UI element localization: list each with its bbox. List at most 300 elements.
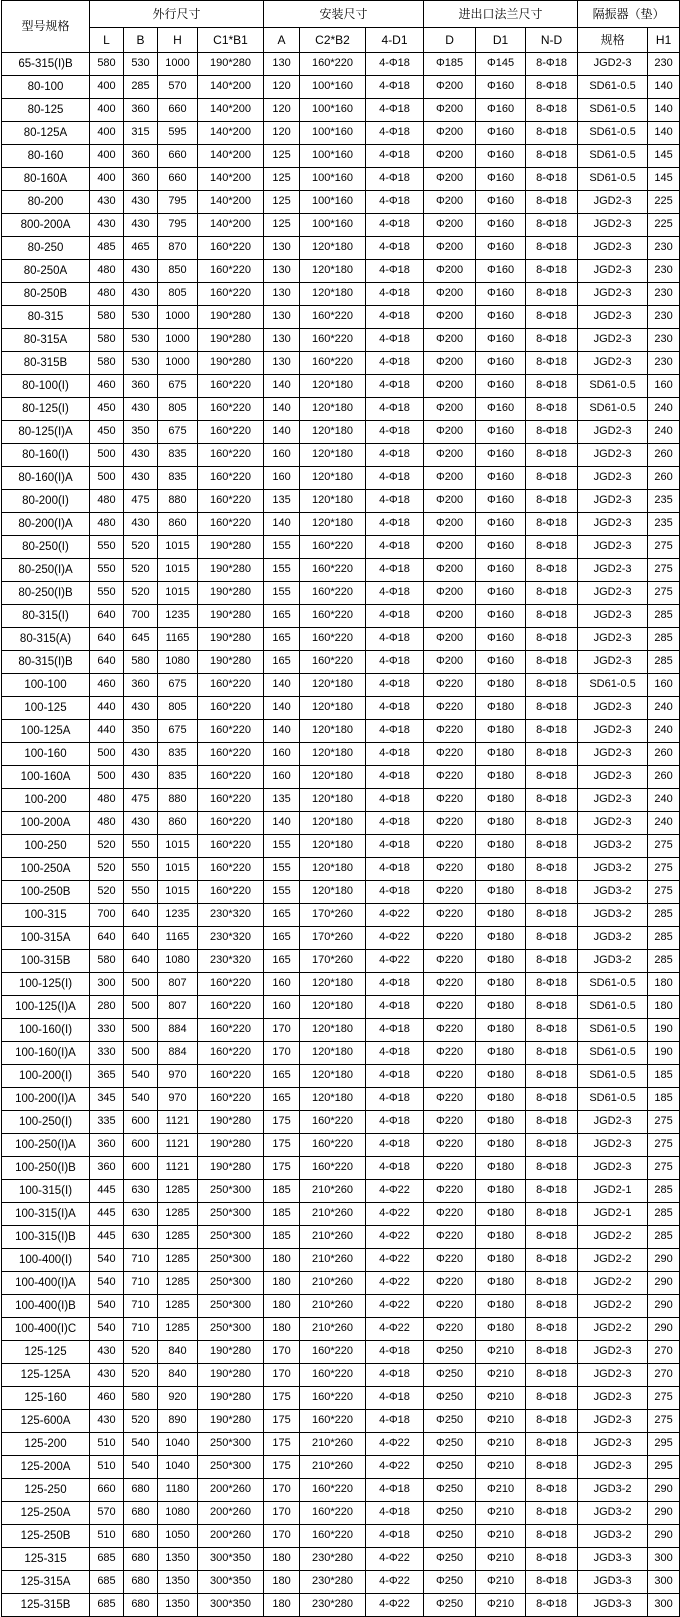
cell-4-D1: 4-Φ18 [366, 1341, 424, 1364]
cell-L: 430 [90, 214, 124, 237]
table-row [2, 306, 680, 329]
cell-L: 445 [90, 1226, 124, 1249]
cell-C1*B1: 160*220 [198, 996, 264, 1019]
cell-A: 175 [264, 1134, 300, 1157]
cell-D1: Φ160 [476, 421, 526, 444]
header-a: A [264, 28, 300, 53]
cell-D: Φ250 [424, 1525, 476, 1548]
cell-C1*B1: 160*220 [198, 490, 264, 513]
cell-A: 140 [264, 812, 300, 835]
cell-H1: 285 [648, 1180, 680, 1203]
cell-H: 835 [158, 444, 198, 467]
cell-C1*B1: 160*220 [198, 467, 264, 490]
cell-规格: SD61-0.5 [578, 122, 648, 145]
cell-N-D: 8-Φ18 [526, 973, 578, 996]
cell-D: Φ220 [424, 858, 476, 881]
cell-D1: Φ160 [476, 237, 526, 260]
cell-L: 580 [90, 329, 124, 352]
cell-D1: Φ210 [476, 1341, 526, 1364]
cell-A: 170 [264, 1341, 300, 1364]
cell-4-D1: 4-Φ18 [366, 766, 424, 789]
cell-model: 100-125 [2, 697, 90, 720]
cell-D1: Φ180 [476, 1203, 526, 1226]
cell-规格: JGD2-3 [578, 1387, 648, 1410]
cell-A: 130 [264, 260, 300, 283]
cell-A: 130 [264, 283, 300, 306]
cell-L: 445 [90, 1203, 124, 1226]
cell-H: 970 [158, 1088, 198, 1111]
table-row [2, 122, 680, 145]
cell-B: 530 [124, 329, 158, 352]
cell-4-D1: 4-Φ22 [366, 1272, 424, 1295]
header-h1: H1 [648, 28, 680, 53]
cell-C2*B2: 120*180 [300, 421, 366, 444]
cell-B: 360 [124, 674, 158, 697]
cell-C1*B1: 140*200 [198, 76, 264, 99]
cell-N-D: 8-Φ18 [526, 1387, 578, 1410]
cell-D: Φ220 [424, 743, 476, 766]
cell-D1: Φ180 [476, 950, 526, 973]
cell-C2*B2: 120*180 [300, 444, 366, 467]
cell-C1*B1: 160*220 [198, 1065, 264, 1088]
cell-规格: JGD2-3 [578, 352, 648, 375]
cell-规格: SD61-0.5 [578, 674, 648, 697]
cell-A: 180 [264, 1571, 300, 1594]
cell-A: 180 [264, 1295, 300, 1318]
cell-D1: Φ160 [476, 628, 526, 651]
cell-4-D1: 4-Φ18 [366, 651, 424, 674]
cell-4-D1: 4-Φ22 [366, 1433, 424, 1456]
cell-H1: 290 [648, 1502, 680, 1525]
cell-L: 360 [90, 1157, 124, 1180]
cell-C1*B1: 200*260 [198, 1525, 264, 1548]
cell-B: 360 [124, 99, 158, 122]
cell-L: 400 [90, 76, 124, 99]
cell-C2*B2: 210*260 [300, 1272, 366, 1295]
table-row [2, 467, 680, 490]
cell-L: 365 [90, 1065, 124, 1088]
cell-A: 165 [264, 950, 300, 973]
cell-B: 630 [124, 1180, 158, 1203]
cell-L: 460 [90, 1387, 124, 1410]
cell-H1: 260 [648, 467, 680, 490]
cell-B: 430 [124, 766, 158, 789]
table-row [2, 536, 680, 559]
cell-N-D: 8-Φ18 [526, 1111, 578, 1134]
cell-H1: 225 [648, 214, 680, 237]
cell-D: Φ220 [424, 1249, 476, 1272]
cell-A: 120 [264, 99, 300, 122]
cell-规格: JGD2-2 [578, 1226, 648, 1249]
cell-规格: JGD3-3 [578, 1594, 648, 1617]
cell-规格: JGD3-3 [578, 1548, 648, 1571]
table-row [2, 398, 680, 421]
cell-C1*B1: 250*300 [198, 1295, 264, 1318]
cell-C2*B2: 100*160 [300, 76, 366, 99]
cell-A: 125 [264, 191, 300, 214]
cell-model: 80-160 [2, 145, 90, 168]
cell-D: Φ200 [424, 260, 476, 283]
table-row [2, 1065, 680, 1088]
table-row [2, 743, 680, 766]
cell-H: 1000 [158, 352, 198, 375]
cell-H: 1165 [158, 927, 198, 950]
cell-H1: 275 [648, 582, 680, 605]
cell-model: 100-250(I)B [2, 1157, 90, 1180]
cell-C1*B1: 160*220 [198, 260, 264, 283]
table-row [2, 237, 680, 260]
cell-4-D1: 4-Φ18 [366, 76, 424, 99]
cell-H1: 290 [648, 1318, 680, 1341]
cell-H: 1000 [158, 329, 198, 352]
cell-A: 140 [264, 674, 300, 697]
cell-L: 550 [90, 536, 124, 559]
cell-B: 630 [124, 1203, 158, 1226]
cell-L: 430 [90, 1341, 124, 1364]
table-row [2, 1111, 680, 1134]
table-body [2, 53, 680, 1617]
cell-H1: 275 [648, 881, 680, 904]
cell-4-D1: 4-Φ18 [366, 697, 424, 720]
cell-H: 860 [158, 513, 198, 536]
cell-4-D1: 4-Φ18 [366, 536, 424, 559]
cell-N-D: 8-Φ18 [526, 1456, 578, 1479]
cell-4-D1: 4-Φ18 [366, 352, 424, 375]
cell-C1*B1: 190*280 [198, 582, 264, 605]
cell-H1: 285 [648, 927, 680, 950]
cell-C2*B2: 120*180 [300, 1088, 366, 1111]
cell-H: 835 [158, 743, 198, 766]
cell-规格: JGD2-3 [578, 490, 648, 513]
cell-规格: SD61-0.5 [578, 973, 648, 996]
cell-N-D: 8-Φ18 [526, 122, 578, 145]
cell-H: 884 [158, 1019, 198, 1042]
cell-model: 80-250(I)A [2, 559, 90, 582]
cell-A: 125 [264, 214, 300, 237]
cell-4-D1: 4-Φ18 [366, 605, 424, 628]
table-row [2, 53, 680, 76]
cell-D1: Φ180 [476, 973, 526, 996]
cell-model: 65-315(I)B [2, 53, 90, 76]
table-row [2, 1410, 680, 1433]
cell-A: 175 [264, 1456, 300, 1479]
cell-B: 430 [124, 513, 158, 536]
cell-H1: 270 [648, 1364, 680, 1387]
cell-N-D: 8-Φ18 [526, 1548, 578, 1571]
cell-C2*B2: 120*180 [300, 375, 366, 398]
cell-C1*B1: 250*300 [198, 1180, 264, 1203]
cell-H: 1015 [158, 835, 198, 858]
cell-A: 135 [264, 490, 300, 513]
cell-A: 120 [264, 76, 300, 99]
cell-N-D: 8-Φ18 [526, 191, 578, 214]
cell-H1: 240 [648, 697, 680, 720]
cell-H1: 300 [648, 1594, 680, 1617]
table-row [2, 720, 680, 743]
cell-D: Φ250 [424, 1502, 476, 1525]
cell-C2*B2: 210*260 [300, 1456, 366, 1479]
cell-H: 795 [158, 191, 198, 214]
cell-规格: JGD2-3 [578, 789, 648, 812]
cell-D: Φ220 [424, 1042, 476, 1065]
cell-H1: 230 [648, 53, 680, 76]
cell-A: 140 [264, 421, 300, 444]
cell-4-D1: 4-Φ18 [366, 1157, 424, 1180]
cell-4-D1: 4-Φ18 [366, 559, 424, 582]
cell-C2*B2: 170*260 [300, 927, 366, 950]
cell-B: 430 [124, 398, 158, 421]
cell-4-D1: 4-Φ18 [366, 1502, 424, 1525]
cell-D: Φ200 [424, 352, 476, 375]
cell-C2*B2: 170*260 [300, 950, 366, 973]
cell-B: 430 [124, 214, 158, 237]
cell-N-D: 8-Φ18 [526, 697, 578, 720]
cell-C2*B2: 120*180 [300, 490, 366, 513]
cell-C2*B2: 160*220 [300, 1525, 366, 1548]
cell-B: 540 [124, 1088, 158, 1111]
cell-D: Φ220 [424, 1318, 476, 1341]
cell-规格: JGD3-3 [578, 1571, 648, 1594]
cell-N-D: 8-Φ18 [526, 927, 578, 950]
table-row [2, 1042, 680, 1065]
cell-D1: Φ180 [476, 1065, 526, 1088]
cell-B: 580 [124, 1387, 158, 1410]
cell-H1: 275 [648, 835, 680, 858]
cell-D1: Φ180 [476, 1157, 526, 1180]
cell-D1: Φ210 [476, 1525, 526, 1548]
cell-4-D1: 4-Φ18 [366, 1042, 424, 1065]
cell-H1: 230 [648, 237, 680, 260]
cell-C1*B1: 230*320 [198, 927, 264, 950]
cell-model: 100-250A [2, 858, 90, 881]
cell-A: 140 [264, 398, 300, 421]
table-row [2, 1249, 680, 1272]
cell-D1: Φ180 [476, 1042, 526, 1065]
cell-model: 100-250(I)A [2, 1134, 90, 1157]
cell-model: 800-200A [2, 214, 90, 237]
cell-N-D: 8-Φ18 [526, 1295, 578, 1318]
cell-N-D: 8-Φ18 [526, 1249, 578, 1272]
cell-C1*B1: 190*280 [198, 352, 264, 375]
cell-L: 580 [90, 306, 124, 329]
cell-规格: JGD2-3 [578, 237, 648, 260]
cell-H1: 240 [648, 421, 680, 444]
cell-4-D1: 4-Φ18 [366, 996, 424, 1019]
cell-N-D: 8-Φ18 [526, 1157, 578, 1180]
table-row [2, 329, 680, 352]
cell-C2*B2: 210*260 [300, 1180, 366, 1203]
cell-L: 580 [90, 53, 124, 76]
cell-规格: JGD3-2 [578, 927, 648, 950]
cell-4-D1: 4-Φ18 [366, 1387, 424, 1410]
cell-B: 520 [124, 1410, 158, 1433]
cell-C2*B2: 160*220 [300, 1157, 366, 1180]
table-row [2, 1318, 680, 1341]
header-b: B [124, 28, 158, 53]
cell-L: 640 [90, 927, 124, 950]
cell-model: 80-125 [2, 99, 90, 122]
cell-H: 805 [158, 697, 198, 720]
cell-B: 520 [124, 1341, 158, 1364]
cell-C1*B1: 160*220 [198, 674, 264, 697]
cell-C1*B1: 190*280 [198, 536, 264, 559]
table-row [2, 444, 680, 467]
cell-C2*B2: 120*180 [300, 1042, 366, 1065]
cell-N-D: 8-Φ18 [526, 329, 578, 352]
cell-model: 80-250 [2, 237, 90, 260]
cell-H1: 140 [648, 99, 680, 122]
cell-N-D: 8-Φ18 [526, 53, 578, 76]
cell-N-D: 8-Φ18 [526, 513, 578, 536]
cell-D1: Φ160 [476, 375, 526, 398]
cell-C2*B2: 120*180 [300, 398, 366, 421]
cell-C1*B1: 200*260 [198, 1479, 264, 1502]
cell-model: 100-160(I)A [2, 1042, 90, 1065]
table-row [2, 1295, 680, 1318]
cell-model: 80-160A [2, 168, 90, 191]
cell-L: 445 [90, 1180, 124, 1203]
cell-B: 350 [124, 720, 158, 743]
cell-D: Φ220 [424, 697, 476, 720]
cell-D1: Φ160 [476, 605, 526, 628]
cell-H1: 185 [648, 1065, 680, 1088]
table-row [2, 812, 680, 835]
table-head [2, 1, 680, 53]
cell-C1*B1: 250*300 [198, 1433, 264, 1456]
cell-model: 125-250A [2, 1502, 90, 1525]
cell-C2*B2: 210*260 [300, 1295, 366, 1318]
cell-A: 160 [264, 444, 300, 467]
cell-C2*B2: 120*180 [300, 674, 366, 697]
cell-D: Φ220 [424, 950, 476, 973]
cell-H: 1040 [158, 1456, 198, 1479]
cell-model: 100-125(I) [2, 973, 90, 996]
cell-H: 1080 [158, 651, 198, 674]
cell-B: 315 [124, 122, 158, 145]
cell-D: Φ220 [424, 720, 476, 743]
cell-N-D: 8-Φ18 [526, 1364, 578, 1387]
cell-D1: Φ180 [476, 858, 526, 881]
table-row [2, 789, 680, 812]
cell-4-D1: 4-Φ22 [366, 927, 424, 950]
cell-规格: SD61-0.5 [578, 398, 648, 421]
cell-H1: 180 [648, 996, 680, 1019]
cell-N-D: 8-Φ18 [526, 421, 578, 444]
cell-L: 500 [90, 766, 124, 789]
cell-C1*B1: 250*300 [198, 1203, 264, 1226]
cell-规格: JGD2-3 [578, 582, 648, 605]
cell-H: 1121 [158, 1134, 198, 1157]
cell-N-D: 8-Φ18 [526, 1272, 578, 1295]
cell-规格: JGD3-2 [578, 1502, 648, 1525]
cell-4-D1: 4-Φ18 [366, 743, 424, 766]
cell-C2*B2: 100*160 [300, 214, 366, 237]
cell-规格: JGD2-3 [578, 812, 648, 835]
cell-C1*B1: 160*220 [198, 743, 264, 766]
cell-B: 520 [124, 536, 158, 559]
cell-D1: Φ180 [476, 697, 526, 720]
cell-4-D1: 4-Φ22 [366, 1226, 424, 1249]
cell-H1: 275 [648, 1410, 680, 1433]
cell-model: 100-250(I) [2, 1111, 90, 1134]
cell-D1: Φ180 [476, 1180, 526, 1203]
cell-model: 100-400(I)B [2, 1295, 90, 1318]
cell-D1: Φ180 [476, 927, 526, 950]
cell-H1: 290 [648, 1525, 680, 1548]
cell-C1*B1: 190*280 [198, 1157, 264, 1180]
cell-C2*B2: 160*220 [300, 329, 366, 352]
cell-B: 550 [124, 881, 158, 904]
cell-H: 805 [158, 398, 198, 421]
cell-H: 675 [158, 720, 198, 743]
cell-B: 600 [124, 1134, 158, 1157]
cell-规格: JGD2-3 [578, 1456, 648, 1479]
cell-4-D1: 4-Φ18 [366, 812, 424, 835]
cell-B: 430 [124, 283, 158, 306]
cell-A: 170 [264, 1502, 300, 1525]
cell-H: 1121 [158, 1111, 198, 1134]
cell-H1: 285 [648, 628, 680, 651]
cell-D: Φ220 [424, 835, 476, 858]
cell-H1: 275 [648, 1134, 680, 1157]
cell-model: 80-315(I) [2, 605, 90, 628]
cell-4-D1: 4-Φ18 [366, 490, 424, 513]
table-row [2, 1548, 680, 1571]
cell-C1*B1: 250*300 [198, 1318, 264, 1341]
cell-D1: Φ180 [476, 720, 526, 743]
cell-D: Φ250 [424, 1387, 476, 1410]
cell-D: Φ200 [424, 444, 476, 467]
table-row [2, 421, 680, 444]
cell-4-D1: 4-Φ18 [366, 720, 424, 743]
cell-D1: Φ160 [476, 260, 526, 283]
cell-C2*B2: 120*180 [300, 996, 366, 1019]
table-row [2, 651, 680, 674]
cell-model: 125-315A [2, 1571, 90, 1594]
cell-B: 500 [124, 1019, 158, 1042]
cell-L: 450 [90, 421, 124, 444]
cell-4-D1: 4-Φ18 [366, 375, 424, 398]
cell-N-D: 8-Φ18 [526, 467, 578, 490]
cell-H1: 290 [648, 1295, 680, 1318]
table-row [2, 1203, 680, 1226]
cell-N-D: 8-Φ18 [526, 996, 578, 1019]
cell-C2*B2: 160*220 [300, 628, 366, 651]
cell-L: 400 [90, 99, 124, 122]
cell-4-D1: 4-Φ18 [366, 237, 424, 260]
cell-L: 440 [90, 720, 124, 743]
cell-D: Φ220 [424, 812, 476, 835]
cell-H: 1285 [158, 1180, 198, 1203]
cell-D: Φ220 [424, 1111, 476, 1134]
header-flange-dimensions: 进出口法兰尺寸 [424, 1, 578, 28]
cell-C2*B2: 120*180 [300, 835, 366, 858]
cell-D: Φ200 [424, 214, 476, 237]
cell-N-D: 8-Φ18 [526, 1433, 578, 1456]
cell-4-D1: 4-Φ18 [366, 1410, 424, 1433]
cell-model: 100-200A [2, 812, 90, 835]
cell-4-D1: 4-Φ18 [366, 283, 424, 306]
cell-model: 80-160(I) [2, 444, 90, 467]
cell-4-D1: 4-Φ18 [366, 1088, 424, 1111]
table-row [2, 1571, 680, 1594]
cell-model: 100-315B [2, 950, 90, 973]
cell-B: 530 [124, 352, 158, 375]
table-row [2, 835, 680, 858]
table-row [2, 927, 680, 950]
cell-N-D: 8-Φ18 [526, 1594, 578, 1617]
cell-D1: Φ160 [476, 329, 526, 352]
